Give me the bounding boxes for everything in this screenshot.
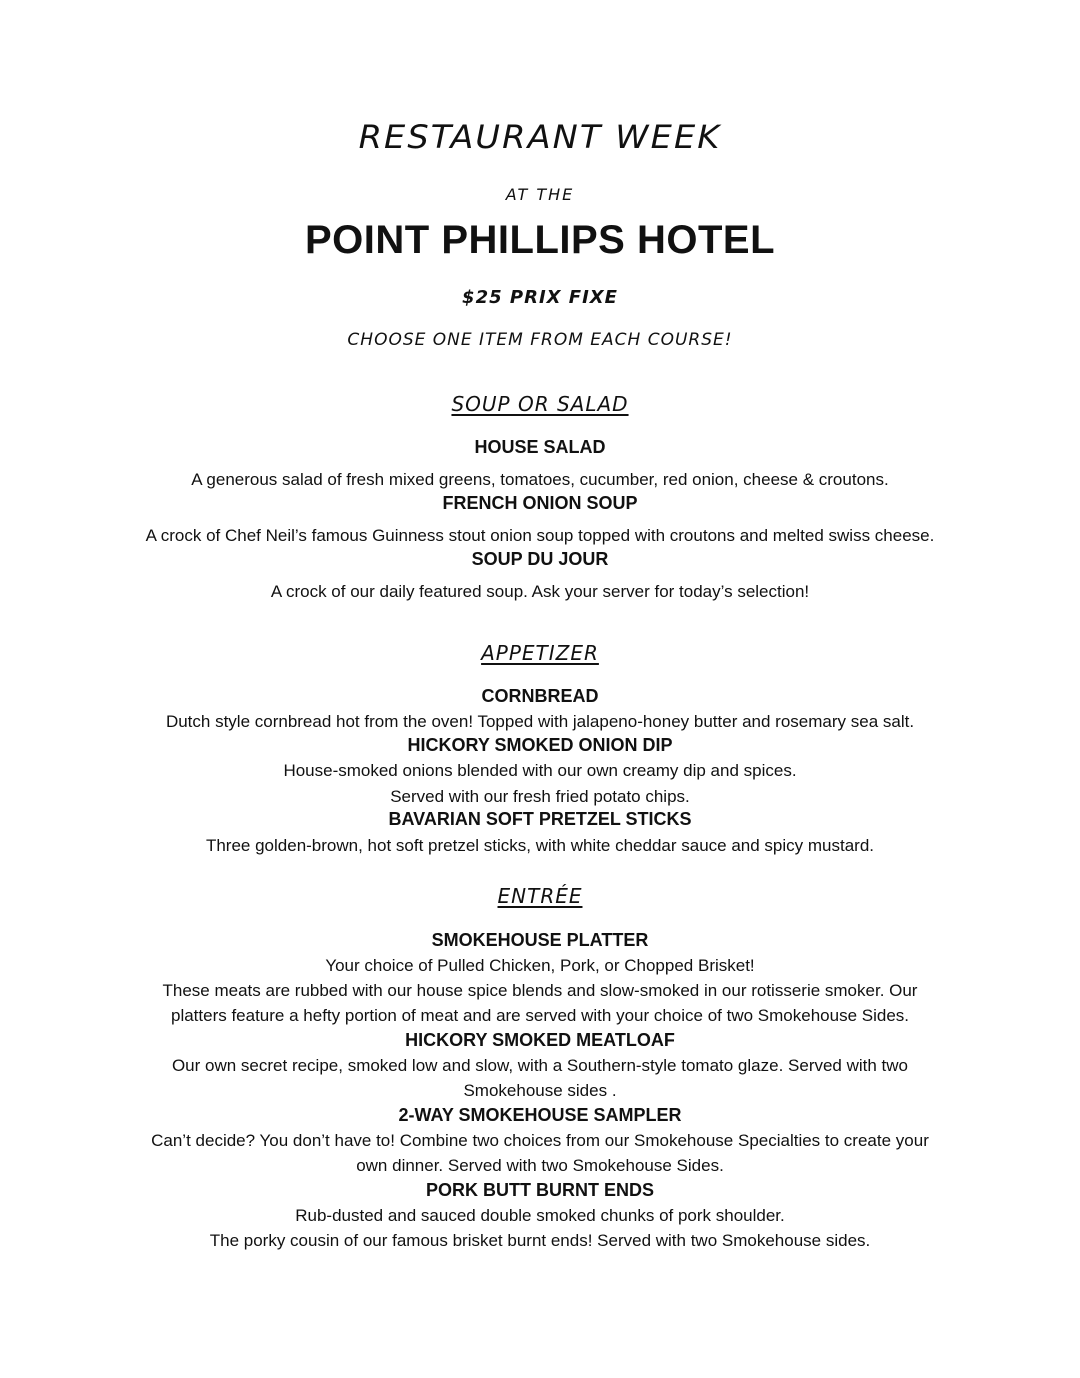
menu-item-name: 2-WAY SMOKEHOUSE SAMPLER — [398, 1105, 682, 1125]
menu-item-description-line: platters feature a hefty portion of meat and are served with your choice of two Smokehouse Sides. — [170, 1006, 909, 1025]
section-title-entree: ENTRÉE — [497, 884, 583, 908]
menu-item-description-line: House-smoked onions blended with our own creamy dip and spices. — [283, 761, 797, 780]
menu-item-name: FRENCH ONION SOUP — [442, 493, 638, 513]
menu-item-description-line: Rub-dusted and sauced double smoked chunks of pork shoulder. — [295, 1206, 785, 1225]
menu-item-description-line: The porky cousin of our famous brisket burnt ends! Served with two Smokehouse sides. — [209, 1231, 871, 1250]
menu-item-description-line: Served with our fresh fried potato chips. — [390, 787, 690, 806]
menu-item-description: A crock of our daily featured soup. Ask your server for today’s selection! — [270, 582, 810, 601]
menu-item-description-line: Our own secret recipe, smoked low and slow, with a Southern-style tomato glaze. Served with two — [171, 1056, 909, 1075]
menu-item-description-line: Smokehouse sides . — [463, 1081, 617, 1100]
menu-item-name: HICKORY SMOKED MEATLOAF — [405, 1030, 675, 1050]
hotel-name: POINT PHILLIPS HOTEL — [304, 218, 776, 262]
menu-item-name: SOUP DU JOUR — [471, 549, 609, 569]
at-the-label: AT THE — [505, 185, 575, 204]
price-label: $25 PRIX FIXE — [462, 287, 618, 308]
menu-item-name: SMOKEHOUSE PLATTER — [431, 930, 649, 950]
section-title-soup-or-salad: SOUP OR SALAD — [451, 392, 629, 416]
section-title-appetizer: APPETIZER — [481, 641, 599, 665]
menu-item-description-line: Your choice of Pulled Chicken, Pork, or Chopped Brisket! — [325, 956, 755, 975]
menu-item-name: PORK BUTT BURNT ENDS — [426, 1180, 654, 1200]
menu-item-name: BAVARIAN SOFT PRETZEL STICKS — [388, 809, 692, 829]
menu-item-description-line: These meats are rubbed with our house spice blends and slow-smoked in our rotisserie smoker. Our — [162, 981, 918, 1000]
menu-item-description-line: own dinner. Served with two Smokehouse Sides. — [356, 1156, 724, 1175]
menu-item-description-line: Can’t decide? You don’t have to! Combine two choices from our Smokehouse Specialties to create your — [151, 1131, 929, 1150]
menu-item-description: A generous salad of fresh mixed greens, tomatoes, cucumber, red onion, cheese & croutons. — [191, 470, 889, 489]
event-title: RESTAURANT WEEK — [358, 118, 722, 156]
menu-item-description: A crock of Chef Neil’s famous Guinness stout onion soup topped with croutons and melted swiss cheese. — [145, 526, 935, 545]
menu-item-description: Three golden-brown, hot soft pretzel sticks, with white cheddar sauce and spicy mustard. — [205, 836, 875, 855]
menu-item-name: HOUSE SALAD — [474, 437, 606, 457]
instruction-label: CHOOSE ONE ITEM FROM EACH COURSE! — [347, 330, 733, 350]
menu-item-name: CORNBREAD — [481, 686, 599, 706]
menu-item-description: Dutch style cornbread hot from the oven! Topped with jalapeno-honey butter and rosemary sea salt. — [165, 712, 915, 731]
menu-item-name: HICKORY SMOKED ONION DIP — [407, 735, 673, 755]
